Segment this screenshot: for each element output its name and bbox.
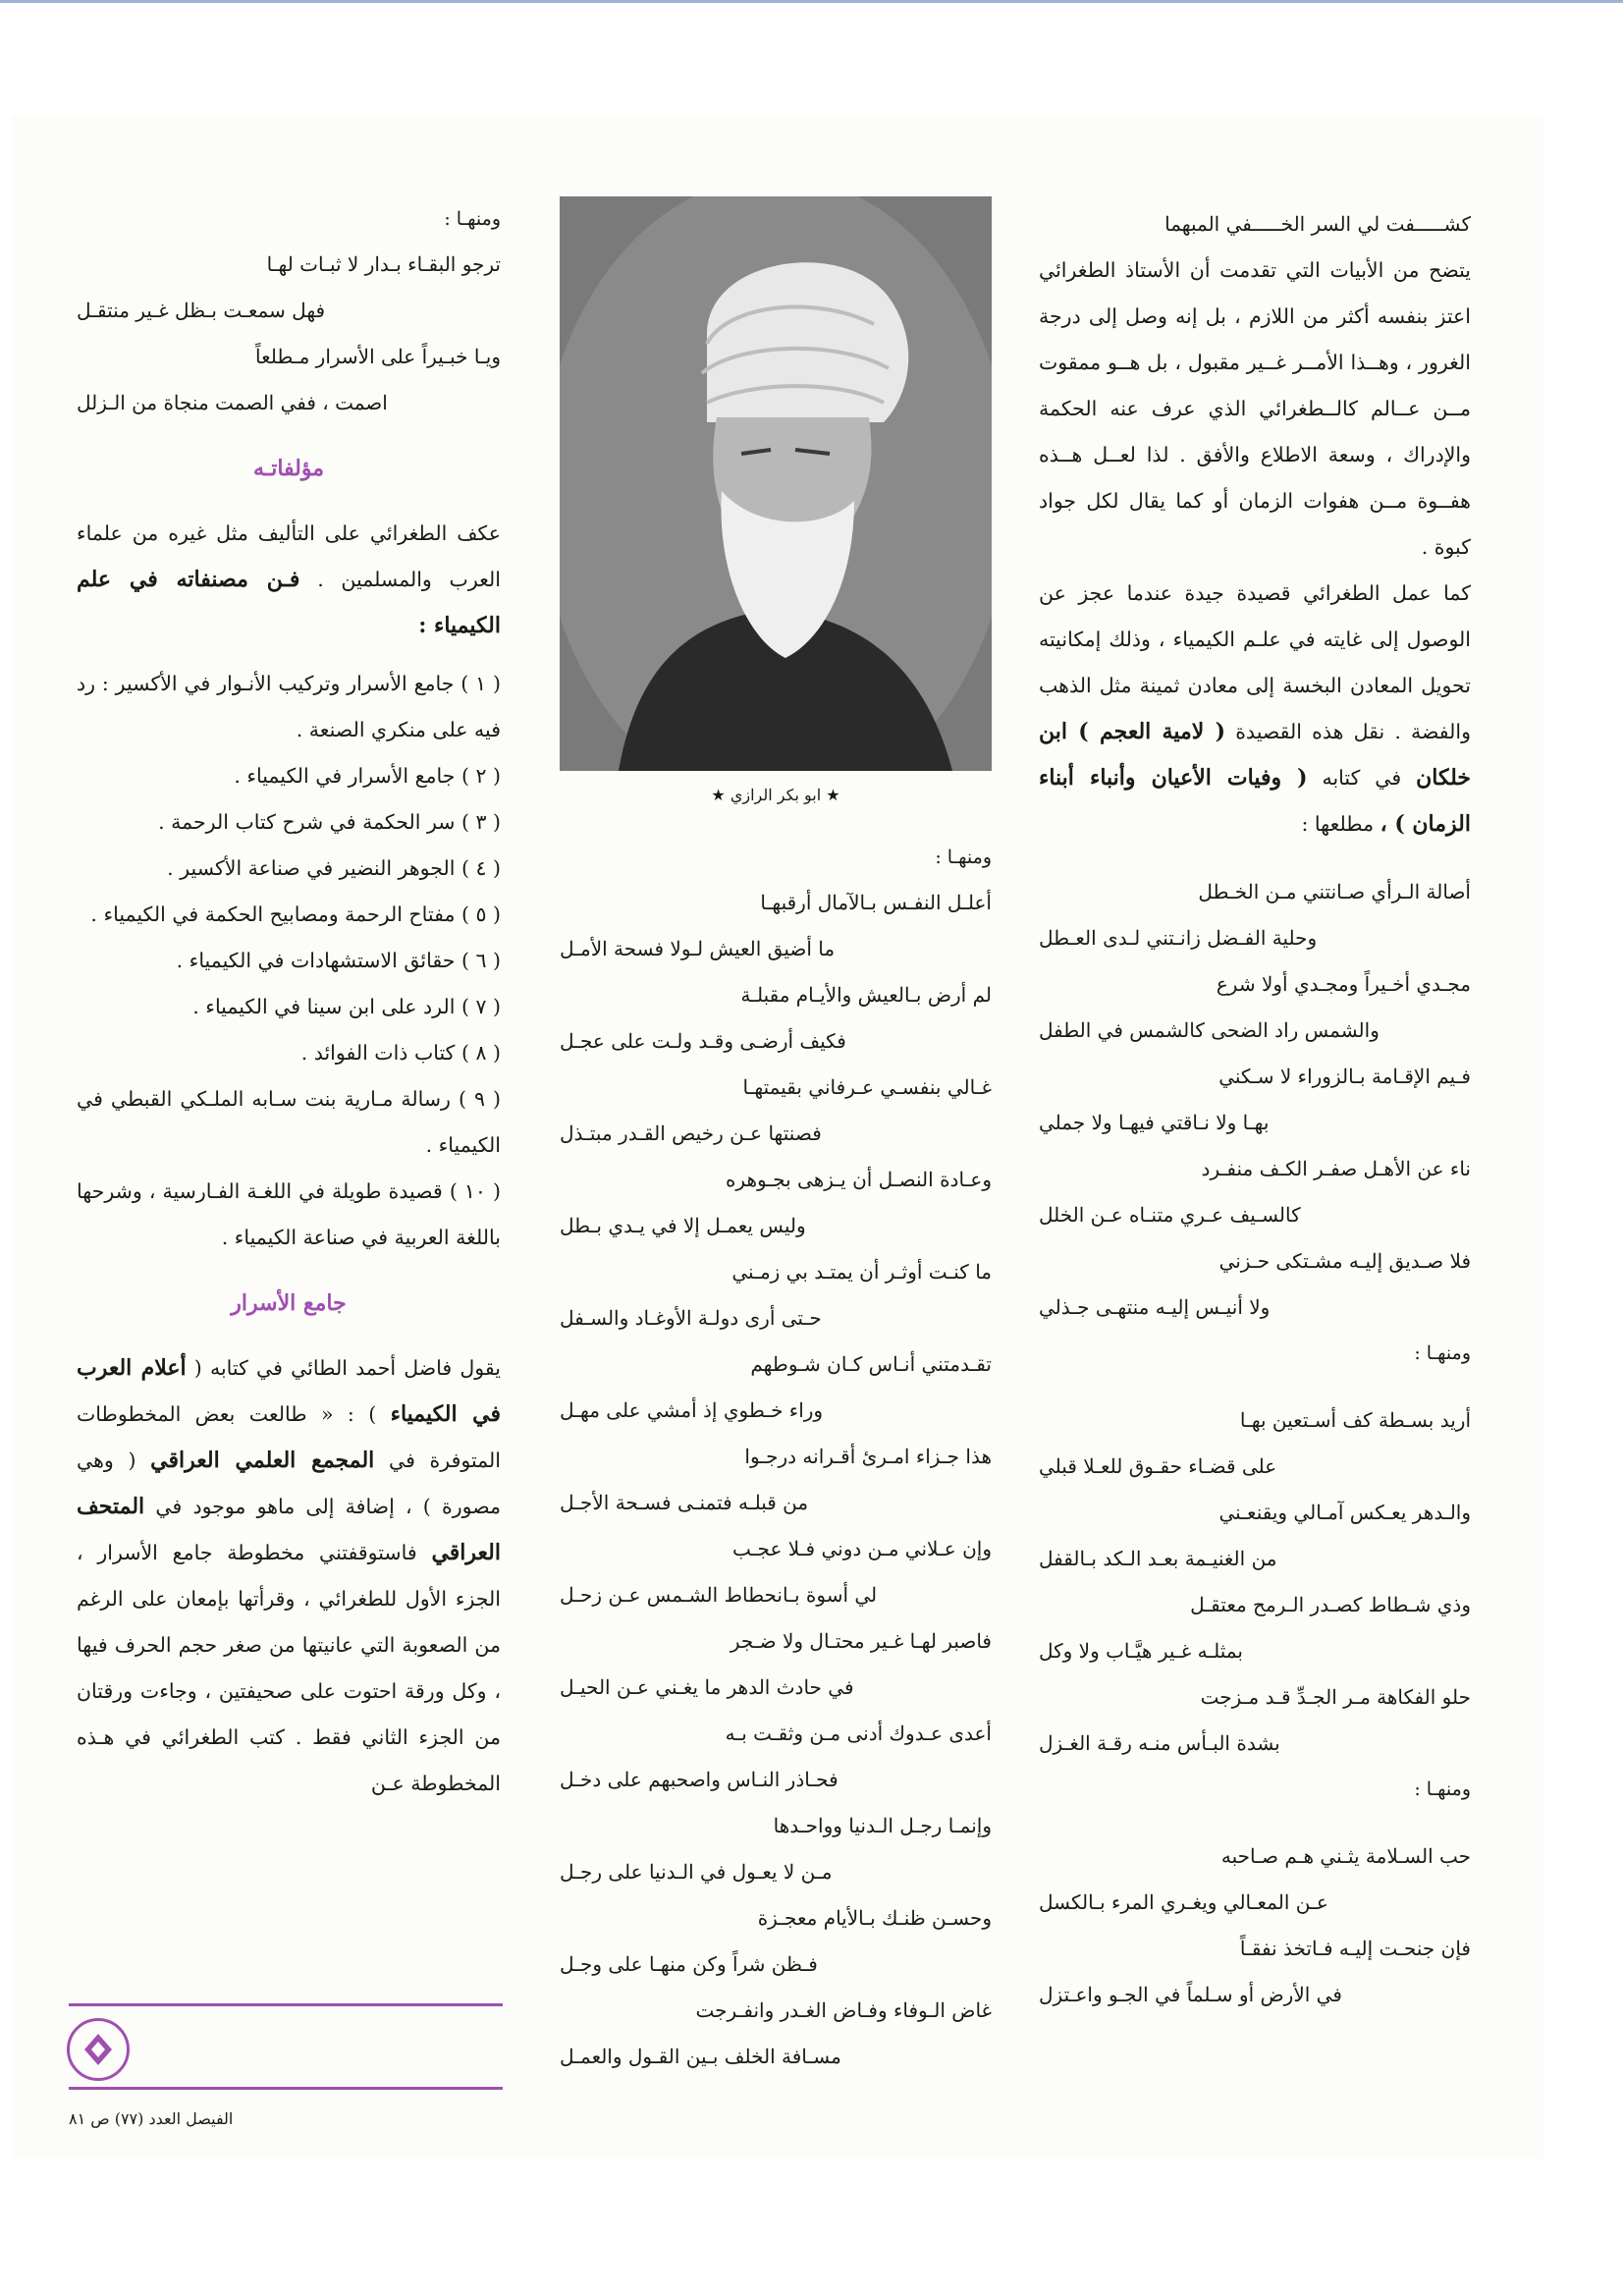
footer-issue-page: الفيصل العدد (٧٧) ص ٨١	[69, 2109, 234, 2128]
verse-line: فلا صـديق إليـه مشـتكى حـزني	[1218, 1249, 1471, 1273]
emphasis-text: فـن مصنفاته في علم الكيمياء :	[77, 567, 501, 638]
verse-line: حلو الفكاهة مـر الجـدِّ قـد مـزجت	[1200, 1685, 1471, 1709]
verse-line: أعلـل النفـس بـالآمال أرقبهـا	[760, 891, 992, 914]
verse-line: والشمس راد الضحى كالشمس في الطفل	[1039, 1018, 1380, 1042]
portrait-photo	[560, 196, 992, 771]
verse-line: وعـادة النصـل أن يـزهى بجـوهره	[725, 1168, 992, 1191]
middle-column	[560, 835, 992, 2080]
verse-line: مجـدي أخـيراً ومجـدي أولا شرع	[1216, 972, 1471, 996]
verse-line: ولا أنيـس إليـه منتهـى جـذلي	[1039, 1295, 1271, 1319]
verse-line: بمثلـه غـير هيَّـاب ولا وكل	[1039, 1639, 1243, 1663]
verse-line: فكيف أرضـى وقـد ولـت على عجـل	[560, 1029, 846, 1053]
verse-line: أصالة الـرأي صـانتني مـن الخـطل	[1198, 880, 1471, 903]
works-list-item: ( ٤ ) الجوهر النضير في صناعة الأكسير .	[167, 856, 501, 880]
paragraph-text: فاستوقفتني مخطوطة جامع الأسرار ، الجزء الأول للطغرائي ، وقرأتها بإمعان على الرغم من الصعوبة التي عانيتها من صغر حجم الحرف فيها ، وكل ورقة احتوت على صحيفتين ، وجاءت ورقتان من الجزء الثاني فقط . كتب الطغرائي في هـذه المخطوطة عـن	[77, 1541, 501, 1795]
verse-line: فحـاذر النـاس واصحبهم على دخـل	[560, 1768, 839, 1791]
paragraph	[1039, 571, 1471, 847]
verse-line: فـيم الإقـامة بـالزوراء لا سـكني	[1218, 1065, 1471, 1088]
verse-line: لم أرض بـالعيش والأيـام مقبلـة	[740, 983, 992, 1007]
verse-line: أعدى عـدوك أدنى مـن وثقـت بـه	[725, 1722, 992, 1745]
verse-line: فـظن شراً وكن منهـا على وجـل	[560, 1952, 818, 1976]
verse-line: مـن لا يعـول في الـدنيا على رجـل	[560, 1860, 833, 1884]
verse-line: بشدة البـأس منـه رقـة الغـزل	[1039, 1731, 1280, 1755]
works-list-item: ( ٧ ) الرد على ابن سينا في الكيمياء .	[192, 995, 501, 1018]
left-column	[77, 196, 501, 1807]
opening-verse: كشـــــفت لي السر الخـــــفي المبهما	[1164, 212, 1471, 236]
right-column	[1039, 201, 1471, 2018]
section-label: ومنهـا :	[444, 208, 501, 230]
footer-rule-bottom	[69, 2087, 503, 2090]
paragraph-text: كما عمل الطغرائي قصيدة جيدة عندما عجز عن الوصول إلى غايته في علـم الكيمياء ، وذلك إمكانيته تحويل المعادن البخسة إلى معادن ثمينة مثل الذهب والفضة . نقل هذه القصيدة	[1039, 581, 1471, 743]
institution-name: المجمع العلمي العراقي	[150, 1448, 375, 1473]
verse-line: فاصبر لهـا غـير محتـال ولا ضـجر	[730, 1629, 992, 1653]
verse-line: ما أضيق العيش لـولا فسحة الأمـل	[560, 937, 836, 960]
verse-line: وحسـن ظنـك بـالأيام معجـزة	[757, 1906, 992, 1930]
paragraph	[77, 1345, 501, 1807]
section-label: ومنهـا :	[1414, 1342, 1471, 1364]
verse-line: لي أسوة بـانحطاط الشـمس عـن زحـل	[560, 1583, 878, 1607]
verse-line: فصنتها عـن رخيص القـدر مبتـذل	[560, 1121, 822, 1145]
verse-line: غاض الـوفاء وفـاض الغـدر وانفـرجت	[695, 1998, 992, 2022]
paragraph-text: مطلعها :	[1301, 812, 1380, 836]
works-list-item: ( ١٠ ) قصيدة طويلة في اللغـة الفـارسية ، وشرحها باللغة العربية في صناعة الكيمياء .	[77, 1179, 501, 1249]
verse-line: أريد بسـطة كف أسـتعين بهـا	[1239, 1408, 1471, 1432]
verse-line: وإنمـا رجـل الـدنيا وواحـدها	[773, 1814, 992, 1837]
verse-line: ناء عن الأهـل صفـر الكـف منفـرد	[1201, 1157, 1471, 1180]
verse-line: كالسـيف عـري متنـاه عـن الخلل	[1039, 1203, 1301, 1227]
verse-line: من الغنيـمة بعـد الـكد بـالقفل	[1039, 1547, 1277, 1570]
verse-line: فهل سمعـت بـظل غـير منتقـل	[77, 299, 326, 322]
works-list-item: ( ٩ ) رسالة مـارية بنت سـابه الملـكي القبطي في الكيمياء .	[77, 1087, 502, 1157]
section-heading-works: مؤلفاتـه	[252, 456, 325, 481]
verse-line: هذا جـزاء امـرئ أقـرانه درجـوا	[744, 1445, 992, 1468]
verse-line: وحلية الفـضل زانـتني لـدى العـطل	[1039, 926, 1318, 950]
verse-line: وإن عـلاني مـن دوني فـلا عجـب	[732, 1537, 992, 1560]
works-list-item: ( ٨ ) كتاب ذات الفوائد .	[300, 1041, 501, 1065]
verse-line: ويـا خبـيراً على الأسرار مـطلعاً	[254, 345, 501, 368]
logo-icon	[79, 2030, 118, 2069]
verse-line: على قضـاء حقـوق للعـلا قبلي	[1039, 1454, 1277, 1478]
verse-line: وذي شـطاط كصـدر الـرمح معتقـل	[1190, 1593, 1471, 1616]
verse-line: وليس يعمـل إلا في يـدي بـطل	[560, 1214, 806, 1237]
verse-line: والـدهر يعـكس آمـالي ويقنعـني	[1218, 1501, 1471, 1524]
verse-line: غـالي بنفسـي عـرفاني بقيمتهـا	[742, 1075, 992, 1099]
book-title: ( وفيات الأعيان وأنباء أبناء الزمان ) ،	[1039, 765, 1471, 837]
paragraph	[77, 511, 501, 649]
paragraph-text: في كتابه	[1307, 766, 1417, 790]
works-list-item: ( ٣ ) سر الحكمة في شرح كتاب الرحمة .	[158, 810, 501, 834]
section-heading-jami: جامع الأسرار	[231, 1290, 347, 1316]
page-top-edge	[0, 0, 1623, 3]
verse-line: مسـافة الخلف بـين القـول والعمـل	[560, 2045, 841, 2068]
verse-line: في الأرض أو سـلماً في الجـو واعـتزل	[1039, 1983, 1342, 2006]
works-list-item: ( ٢ ) جامع الأسرار في الكيمياء .	[234, 764, 501, 788]
works-list-item: ( ٥ ) مفتاح الرحمة ومصابيح الحكمة في الكيمياء .	[90, 902, 501, 926]
paragraph-text: عكف الطغرائي على التأليف مثل غيره من علماء العرب والمسلمين .	[77, 521, 501, 591]
book-title: أعلام العرب في الكيمياء	[77, 1355, 501, 1427]
verse-line: من قبلـه فتمنـى فسـحة الأجـل	[560, 1491, 809, 1514]
verse-line: تقـدمتني أنـاس كـان شـوطهم	[750, 1352, 992, 1376]
section-label: ومنهـا :	[1414, 1778, 1471, 1800]
paragraph: يتضح من الأبيات التي تقدمت أن الأستاذ الطغرائي اعتز بنفسه أكثر من اللازم ، بل إنه وصل إلى درجة الغرور ، وهــذا الأمــر غــير مقبول ، بل هــو ممقوت مــن عــالم كالــطغرائي الذي عرف عنه الحكمة والإدراك ، وسعة الاطلاع والأفق . لذا لعــل هــذه هفــوة مــن هفوات الزمان أو كما يقال لكل جواد كبوة .	[1039, 258, 1471, 559]
verse-line: حـتى أرى دولـة الأوغـاد والسـفل	[560, 1306, 822, 1330]
paragraph-text: يقول فاضل أحمد الطائي في كتابه (	[193, 1356, 501, 1380]
magazine-logo	[67, 2018, 130, 2081]
verse-line: وراء خـطوي إذ أمشي على مهـل	[560, 1398, 824, 1422]
works-list-item: ( ١ ) جامع الأسرار وتركيب الأنـوار في الأكسير : رد فيه على منكري الصنعة .	[77, 672, 502, 741]
photo-caption: ★ ابو بكر الرازي ★	[711, 786, 840, 804]
institution-name: المتحف العراقي	[77, 1494, 501, 1565]
verse-line: حب السـلامة يثـني هـم صـاحبه	[1220, 1844, 1471, 1868]
verse-line: في حادث الدهر ما يغـني عـن الحيـل	[560, 1675, 854, 1699]
verse-line: فإن جنحـت إليـه فـاتخذ نفقـاً	[1239, 1937, 1471, 1960]
portrait-illustration	[560, 196, 992, 771]
paragraph-text: ) : « طالعت بعض المخطوطات المتوفرة في	[77, 1402, 501, 1472]
works-list-item: ( ٦ ) حقائق الاستشهادات في الكيمياء .	[176, 949, 501, 972]
paragraph-text: ( وهي مصورة ) ، إضافة إلى ماهو موجود في	[77, 1449, 501, 1518]
verse-line: عـن المعـالي ويغـري المرء بـالكسل	[1039, 1890, 1328, 1914]
verse-line: بهـا ولا نـاقتي فيهـا ولا جملي	[1039, 1111, 1270, 1134]
book-title: ( لامية العجم ) ابن خلكان	[1039, 719, 1471, 791]
verse-line: ما كنـت أوثـر أن يمتـد بي زمـني	[731, 1260, 992, 1284]
verse-line: اصمت ، ففي الصمت منجاة من الـزلل	[77, 391, 388, 414]
verse-line: ترجو البقـاء بـدار لا ثبـات لهـا	[266, 252, 501, 276]
footer-rule-top	[69, 2003, 503, 2006]
section-label: ومنهـا :	[935, 847, 992, 868]
